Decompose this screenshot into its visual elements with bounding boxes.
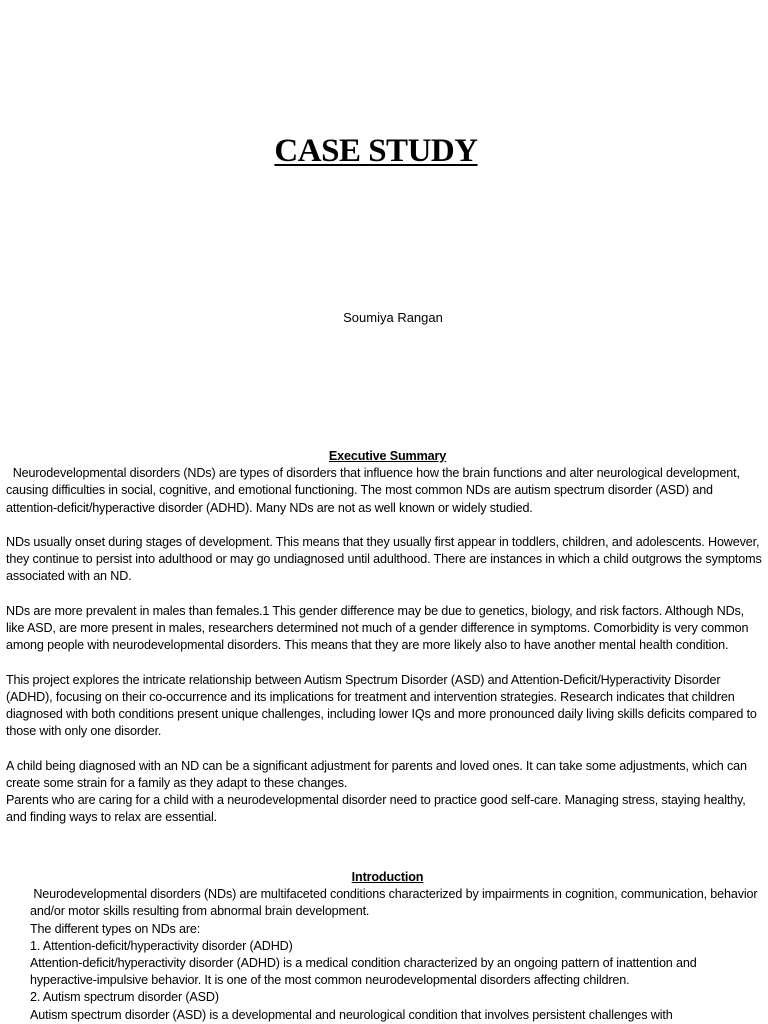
introduction-line: Neurodevelopmental disorders (NDs) are multifaceted conditions characterized by impairments in cognition, communication, behavior and/or motor skills resulting from abnormal brain development. — [30, 887, 761, 919]
executive-summary-paragraph: NDs are more prevalent in males than females.1 This gender difference may be due to genetics, biology, and risk factors. Although NDs, like ASD, are more present in males, researchers determined not much of a gender difference in symptoms. Comorbidity is very common among people with neurodevelopmental disorders. This means that they are more likely also to have another mental health condition. — [6, 603, 749, 653]
executive-summary-paragraph: NDs usually onset during stages of development. This means that they usually first appear in toddlers, children, and adolescents. However, they continue to persist into adulthood or may go undiagnosed until adulthood. There are instances in which a child outgrows the symptoms associated with an ND. — [6, 535, 762, 584]
document-title-text: CASE STUDY — [274, 133, 478, 169]
introduction-section — [6, 869, 764, 1024]
introduction-list-item: 2. Autism spectrum disorder (ASD) — [30, 990, 219, 1005]
executive-summary-paragraph: A child being diagnosed with an ND can be a significant adjustment for parents and loved ones. It can take some adjustments, which can create some strain for a family as they adapt to these changes. — [6, 758, 747, 790]
introduction-line: Autism spectrum disorder (ASD) is a developmental and neurological condition that involves persistent challenges with — [30, 1007, 673, 1022]
author-name: Soumiya Rangan — [343, 310, 443, 325]
introduction-heading: Introduction — [351, 870, 424, 884]
introduction-line: Attention-deficit/hyperactivity disorder (ADHD) is a medical condition characterized by an ongoing pattern of inattention and hyperactive-impulsive behavior. It is one of the most common neurodevelopmental disorders affecting children. — [30, 956, 697, 988]
executive-summary-paragraph: Parents who are caring for a child with a neurodevelopmental disorder need to practice good self-care. Managing stress, staying healthy, and finding ways to relax are essential. — [6, 793, 746, 825]
document-title — [0, 133, 752, 170]
introduction-list-item: 1. Attention-deficit/hyperactivity disorder (ADHD) — [30, 938, 293, 953]
executive-summary-paragraph: Neurodevelopmental disorders (NDs) are types of disorders that influence how the brain functions and alter neurological development, causing difficulties in social, cognitive, and emotional functioning. The most common NDs are autism spectrum disorder (ASD) and attention-deficit/hyperactive disorder (ADHD). Many NDs are not as well known or widely studied. — [6, 466, 744, 515]
introduction-body — [6, 886, 764, 1024]
executive-summary-heading: Executive Summary — [328, 449, 447, 463]
executive-summary-paragraph: This project explores the intricate relationship between Autism Spectrum Disorder (ASD) and Attention-Deficit/Hyperactivity Disorder (ADHD), focusing on their co-occurrence and its implications for treatment and intervention strategies. Research indicates that children diagnosed with both conditions present unique challenges, including lower IQs and more pronounced daily living skills deficits compared to those with only one disorder. — [6, 672, 757, 739]
introduction-line: The different types on NDs are: — [30, 921, 201, 936]
executive-summary-section — [6, 448, 764, 844]
